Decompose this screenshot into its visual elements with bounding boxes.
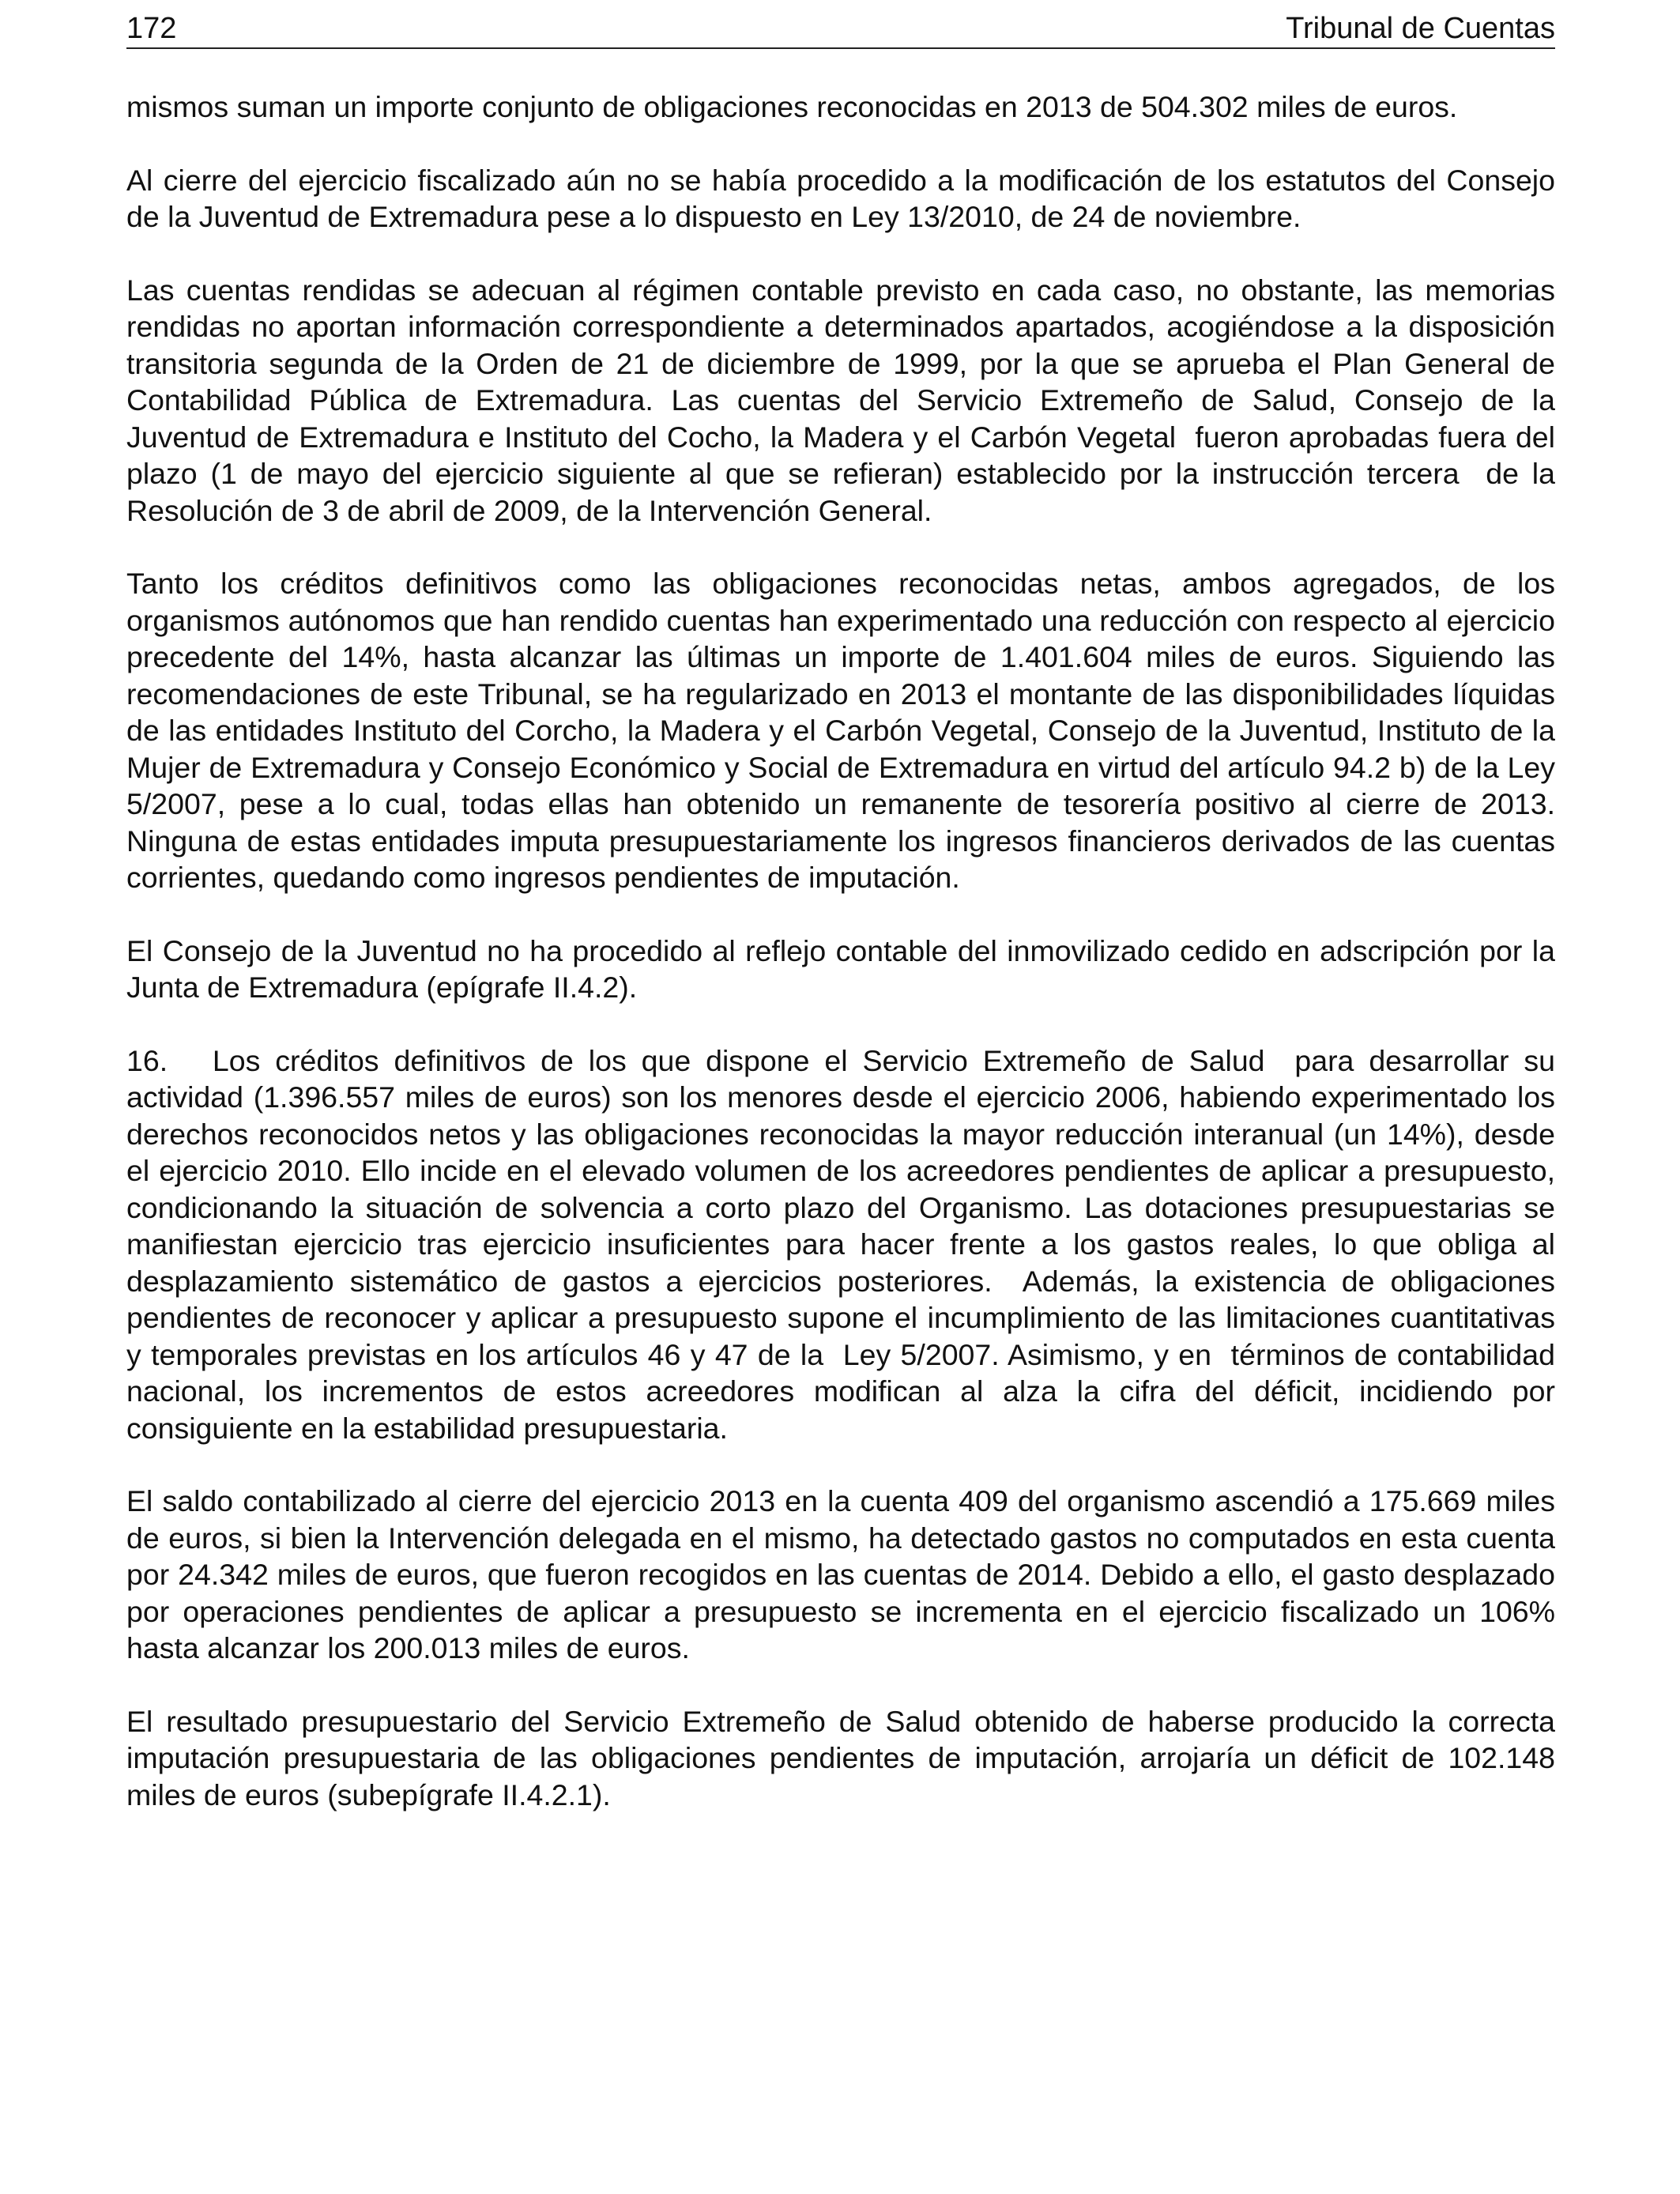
paragraph: El resultado presupuestario del Servicio Extremeño de Salud obtenido de haberse producido la correcta imputación presupuestaria de las obligaciones pendientes de imputación, arrojaría un déficit de 102.148 miles de euros (subepígrafe II.4.2.1). [126, 1704, 1564, 1811]
paragraph: El Consejo de la Juventud no ha procedido al reflejo contable del inmovilizado cedido en adscripción por la Junta de Extremadura (epígrafe II.4.2). [126, 933, 1564, 1004]
header-title: Tribunal de Cuentas [1286, 12, 1555, 45]
paragraph-numbered-16: 16. Los créditos definitivos de los que dispone el Servicio Extremeño de Salud para desarrollar su actividad (1.396.557 miles de euros) son los menores desde el ejercicio 2006, habiendo experimentado los derechos reconocidos netos y las obligaciones reconocidas la mayor reducción interanual (un 14%), desde el ejercicio 2010. Ello incide en el elevado volumen de los acreedores pendientes de aplicar a presupuesto, condicionando la situación de solvencia a corto plazo del Organismo. Las dotaciones presupuestarias se manifiestan ejercicio tras ejercicio insuficientes para hacer frente a los gastos reales, lo que obliga al desplazamiento sistemático de gastos a ejercicios posteriores. Además, la existencia de obligaciones pendientes de reconocer y aplicar a presupuesto supone el incumplimiento de las limitaciones cuantitativas y temporales previstas en los artículos 46 y 47 de la Ley 5/2007. Asimismo, y en términos de contabilidad nacional, los incrementos de estos acreedores modifican al alza la cifra del déficit, incidiendo por consiguiente en la estabilidad presupuestaria. [126, 1043, 1564, 1445]
paragraph: El saldo contabilizado al cierre del ejercicio 2013 en la cuenta 409 del organismo ascendió a 175.669 miles de euros, si bien la Intervención delegada en el mismo, ha detectado gastos no computados en esta cuenta por 24.342 miles de euros, que fueron recogidos en las cuentas de 2014. Debido a ello, el gasto desplazado por operaciones pendientes de aplicar a presupuesto se incrementa en el ejercicio fiscalizado un 106% hasta alcanzar los 200.013 miles de euros. [126, 1484, 1564, 1664]
paragraph: mismos suman un importe conjunto de obligaciones reconocidas en 2013 de 504.302 miles de euros. [126, 90, 1458, 123]
paragraph: Tanto los créditos definitivos como las obligaciones reconocidas netas, ambos agregados, de los organismos autónomos que han rendido cuentas han experimentado una reducción con respecto al ejercicio precedente del 14%, hasta alcanzar las últimas un importe de 1.401.604 miles de euros. Siguiendo las recomendaciones de este Tribunal, se ha regularizado en 2013 el montante de las disponibilidades líquidas de las entidades Instituto del Corcho, la Madera y el Carbón Vegetal, Consejo de la Juventud, Instituto de la Mujer de Extremadura y Consejo Económico y Social de Extremadura en virtud del artículo 94.2 b) de la Ley 5/2007, pese a lo cual, todas ellas han obtenido un remanente de tesorería positivo al cierre de 2013. Ninguna de estas entidades imputa presupuestariamente los ingresos financieros derivados de las cuentas corrientes, quedando como ingresos pendientes de imputación. [126, 567, 1564, 894]
page-header [126, 8, 1555, 49]
paragraph: Al cierre del ejercicio fiscalizado aún no se había procedido a la modificación de los estatutos del Consejo de la Juventud de Extremadura pese a lo dispuesto en Ley 13/2010, de 24 de noviembre. [126, 163, 1564, 233]
paragraph: Las cuentas rendidas se adecuan al régimen contable previsto en cada caso, no obstante, las memorias rendidas no aportan información correspondiente a determinados apartados, acogiéndose a la disposición transitoria segunda de la Orden de 21 de diciembre de 1999, por la que se aprueba el Plan General de Contabilidad Pública de Extremadura. Las cuentas del Servicio Extremeño de Salud, Consejo de la Juventud de Extremadura e Instituto del Cocho, la Madera y el Carbón Vegetal fueron aprobadas fuera del plazo (1 de mayo del ejercicio siguiente al que se refieran) establecido por la instrucción tercera de la Resolución de 3 de abril de 2009, de la Intervención General. [126, 273, 1572, 527]
body-text [126, 89, 1572, 1849]
page-number: 172 [126, 12, 177, 45]
